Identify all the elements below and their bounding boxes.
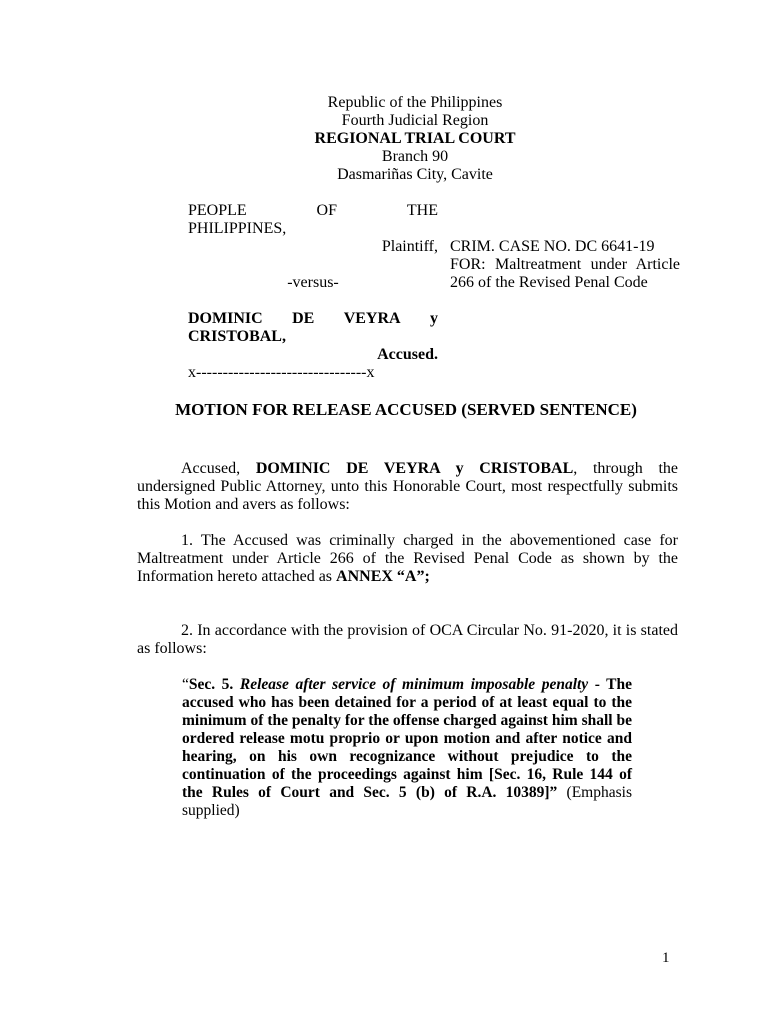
- caption-separator: x--------------------------------x: [188, 364, 375, 381]
- paragraph-2: 2. In accordance with the provision of OCA Circular No. 91-2020, it is stated as follows:: [137, 622, 678, 657]
- plaintiff-line-2: PHILIPPINES,: [188, 220, 287, 237]
- court-header: [0, 94, 768, 184]
- court-name: REGIONAL TRIAL COURT: [314, 130, 516, 147]
- plaintiff-word: PEOPLE: [188, 202, 247, 219]
- section-label: Sec. 5.: [188, 676, 240, 693]
- plaintiff-word: OF: [316, 202, 337, 219]
- emphasis-note: (Emphasis supplied): [182, 784, 632, 819]
- quoted-provision: [182, 676, 632, 820]
- plaintiff-word: THE: [406, 202, 438, 219]
- accused-role: Accused.: [377, 346, 438, 363]
- case-number: CRIM. CASE NO. DC 6641-19: [450, 238, 655, 255]
- section-heading: Release after service of minimum imposable penalty: [239, 676, 589, 693]
- intro-paragraph: [137, 460, 678, 514]
- case-charge: FOR: Maltreatment under Article 266 of the Revised Penal Code: [450, 256, 680, 291]
- quote-open: “: [182, 676, 189, 693]
- parties-block: [188, 202, 438, 382]
- page-number: 1: [662, 950, 670, 966]
- versus-label: -versus-: [287, 274, 339, 291]
- republic-line: Republic of the Philippines: [327, 94, 503, 111]
- accused-word: DOMINIC: [188, 310, 263, 327]
- intro-post: , through the undersigned Public Attorney, unto this Honorable Court, most respectfully submits this Motion and avers as follows:: [137, 460, 678, 513]
- accused-word: VEYRA: [343, 310, 401, 327]
- plaintiff-line-1: [188, 202, 438, 220]
- accused-line-1: [188, 310, 438, 328]
- accused-word: DE: [292, 310, 315, 327]
- paragraph-1: [137, 532, 678, 586]
- quote-body: - The accused who has been detained for a period of at least equal to the minimum of the penalty for the offense charged against him shall be ordered release motu proprio or upon motion and after notice and hearing, on his own recognizance without prejudice to the continuation of the proceedings against him [Sec. 16, Rule 144 of the Rules of Court and Sec. 5 (b) of R.A. 10389]”: [182, 676, 632, 801]
- accused-line-2: CRISTOBAL,: [188, 328, 286, 345]
- city-line: Dasmariñas City, Cavite: [337, 166, 493, 183]
- motion-title: MOTION FOR RELEASE ACCUSED (SERVED SENTENCE): [175, 400, 637, 419]
- annex-label: ANNEX “A”;: [336, 568, 430, 585]
- branch-line: Branch 90: [381, 148, 449, 165]
- case-info-block: [450, 238, 680, 292]
- paragraph-1-text: 1. The Accused was criminally charged in the abovementioned case for Maltreatment under Article 266 of the Revised Penal Code as shown by the Information hereto attached as: [137, 532, 678, 585]
- region-line: Fourth Judicial Region: [341, 112, 489, 129]
- plaintiff-role: Plaintiff,: [381, 238, 438, 255]
- accused-name: DOMINIC DE VEYRA y CRISTOBAL: [255, 460, 574, 477]
- accused-word: y: [429, 310, 438, 327]
- intro-pre: Accused,: [181, 460, 256, 477]
